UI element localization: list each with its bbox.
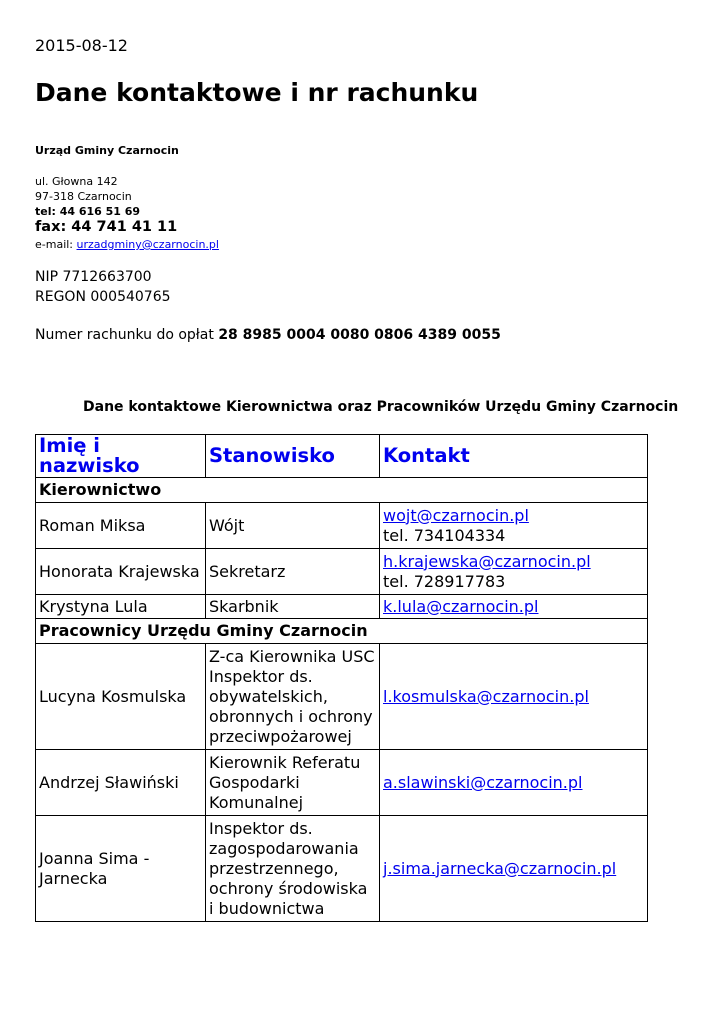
table-row <box>36 595 648 619</box>
office-email-link[interactable]: urzadgminy@czarnocin.pl <box>76 238 219 251</box>
person-contact <box>380 750 648 816</box>
person-contact <box>380 816 648 922</box>
account-label: Numer rachunku do opłat <box>35 327 219 343</box>
account-number: 28 8985 0004 0080 0806 4389 0055 <box>218 327 501 343</box>
section-header: Pracownicy Urzędu Gminy Czarnocin <box>36 619 648 644</box>
table-row <box>36 750 648 816</box>
person-name: Lucyna Kosmulska <box>36 644 206 750</box>
table-row <box>36 816 648 922</box>
person-email-link[interactable]: l.kosmulska@czarnocin.pl <box>383 686 589 706</box>
section-row <box>36 478 648 503</box>
office-city: 97-318 Czarnocin <box>35 190 132 203</box>
person-position: Skarbnik <box>206 595 380 619</box>
header-contact: Kontakt <box>380 435 648 478</box>
person-name: Krystyna Lula <box>36 595 206 619</box>
person-email-link[interactable]: h.krajewska@czarnocin.pl <box>383 551 591 571</box>
header-name: Imię i nazwisko <box>36 435 206 478</box>
table-row <box>36 549 648 595</box>
office-email-line <box>35 238 219 251</box>
office-fax: fax: 44 741 41 11 <box>35 219 178 235</box>
person-position: Sekretarz <box>206 549 380 595</box>
office-street: ul. Głowna 142 <box>35 175 118 188</box>
table-header-row <box>36 435 648 478</box>
office-tel: tel: 44 616 51 69 <box>35 205 141 218</box>
account-line <box>35 327 501 343</box>
person-contact <box>380 503 648 549</box>
office-nip: NIP 7712663700 <box>35 269 152 285</box>
person-tel: tel. 728917783 <box>383 571 506 591</box>
office-email-label: e-mail: <box>35 238 77 251</box>
person-name: Honorata Krajewska <box>36 549 206 595</box>
person-position: Wójt <box>206 503 380 549</box>
person-email-link[interactable]: a.slawinski@czarnocin.pl <box>383 772 583 792</box>
table-row <box>36 644 648 750</box>
person-position: Z-ca Kierownika USC Inspektor ds. obywatelskich, obronnych i ochrony przeciwpożarowej <box>206 644 380 750</box>
staff-table <box>35 434 648 922</box>
office-regon: REGON 000540765 <box>35 289 171 305</box>
page-title: Dane kontaktowe i nr rachunku <box>35 78 479 107</box>
person-email-link[interactable]: j.sima.jarnecka@czarnocin.pl <box>383 858 617 878</box>
section-row <box>36 619 648 644</box>
person-contact <box>380 549 648 595</box>
person-name: Joanna Sima - Jarnecka <box>36 816 206 922</box>
person-contact <box>380 595 648 619</box>
section-header: Kierownictwo <box>36 478 648 503</box>
table-row <box>36 503 648 549</box>
staff-title: Dane kontaktowe Kierownictwa oraz Pracowników Urzędu Gminy Czarnocin <box>83 399 679 415</box>
person-email-link[interactable]: k.lula@czarnocin.pl <box>383 596 539 616</box>
person-name: Andrzej Sławiński <box>36 750 206 816</box>
person-position: Inspektor ds. zagospodarowania przestrzennego, ochrony środowiska i budownictwa <box>206 816 380 922</box>
person-email-link[interactable]: wojt@czarnocin.pl <box>383 505 529 525</box>
document-date: 2015-08-12 <box>35 36 128 55</box>
person-contact <box>380 644 648 750</box>
person-tel: tel. 734104334 <box>383 525 506 545</box>
person-position: Kierownik Referatu Gospodarki Komunalnej <box>206 750 380 816</box>
person-name: Roman Miksa <box>36 503 206 549</box>
office-name: Urząd Gminy Czarnocin <box>35 144 179 157</box>
header-position: Stanowisko <box>206 435 380 478</box>
